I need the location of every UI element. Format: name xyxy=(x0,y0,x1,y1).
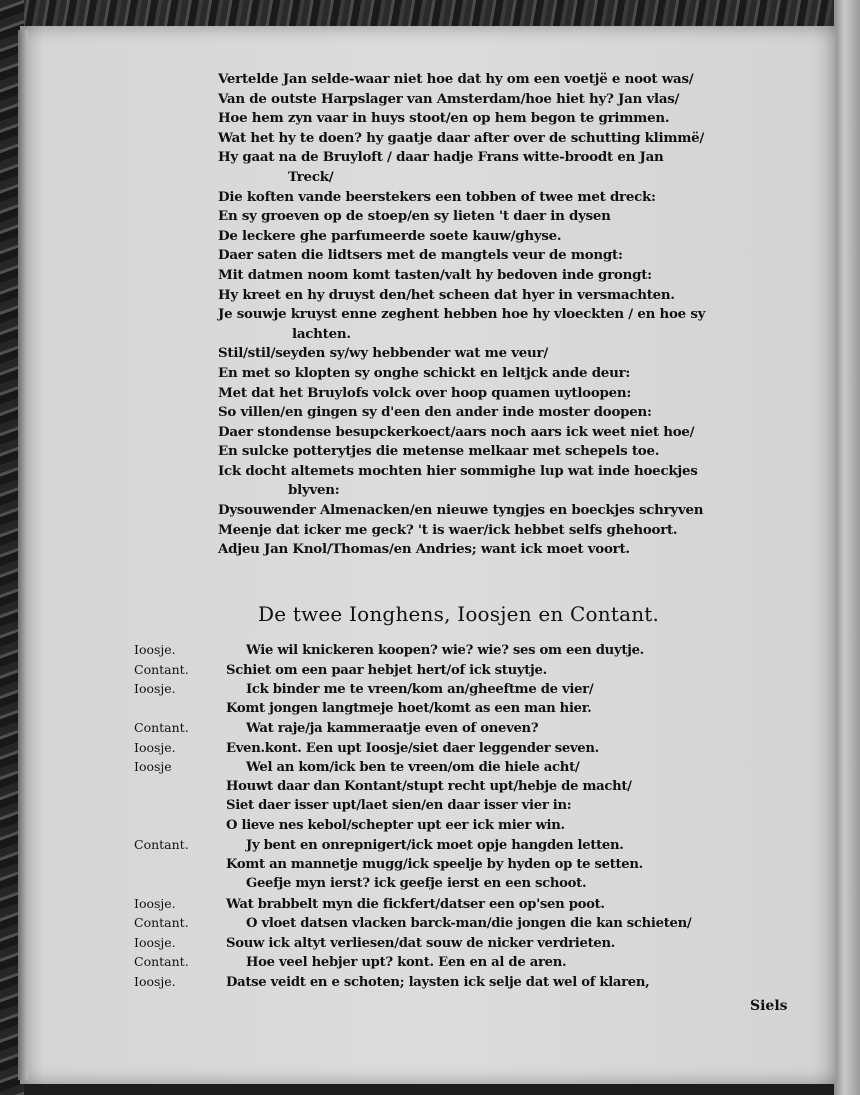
verse-line: Je souwje kruyst enne zeghent hebben hoe hy vloeckten / en hoe sy xyxy=(218,306,706,323)
verse-line-continuation: lachten. xyxy=(292,325,351,342)
speaker-name: Ioosje. xyxy=(134,934,176,950)
section-title: De twee Ionghens, Ioosjen en Contant. xyxy=(258,602,660,626)
dialogue-row xyxy=(134,896,794,916)
page-gutter-shadow xyxy=(18,30,28,1080)
dialogue-line: O vloet datsen vlacken barck-man/die jongen die kan schieten/ xyxy=(246,916,692,931)
dialogue-row xyxy=(134,798,794,818)
dialogue-row xyxy=(134,681,794,701)
verse-line: So villen/en gingen sy d'een den ander inde moster doopen: xyxy=(218,404,652,421)
verse-line: Dysouwender Almenacken/en nieuwe tyngjes en boeckjes schryven xyxy=(218,502,704,519)
facing-page-edge xyxy=(834,0,860,1095)
verse-line: Van de outste Harpslager van Amsterdam/hoe hiet hy? Jan vlas/ xyxy=(218,90,680,107)
verse-line: Ick docht altemets mochten hier sommighe lup wat inde hoeckjes xyxy=(218,462,698,479)
dialogue-line: Komt an mannetje mugg/ick speelje by hyden op te setten. xyxy=(226,856,643,872)
dialogue-line: Houwt daar dan Kontant/stupt recht upt/hebje de macht/ xyxy=(226,778,632,794)
speaker-name: Ioosje. xyxy=(134,973,176,989)
dialogue-line: Hoe veel hebjer upt? kont. Een en al de aren. xyxy=(246,955,567,970)
dialogue-row xyxy=(134,779,794,799)
dialogue-line: O lieve nes kebol/schepter upt eer ick mier win. xyxy=(226,817,565,833)
speaker-name: Ioosje. xyxy=(134,681,176,696)
verse-line: Mit datmen noom komt tasten/valt hy bedoven inde grongt: xyxy=(218,266,652,283)
verse-line: En sulcke potterytjes die metense melkaar met schepels toe. xyxy=(218,443,660,460)
speaker-name: Contant. xyxy=(134,954,189,969)
verse-line: Daer stondense besupckerkoect/aars noch aars ick weet niet hoe/ xyxy=(218,423,695,440)
speaker-name: Contant. xyxy=(134,837,189,852)
dialogue-line: Souw ick altyt verliesen/dat souw de nicker verdrieten. xyxy=(226,935,616,951)
speaker-name: Ioosje. xyxy=(134,642,176,657)
verse-line: Hy gaat na de Bruyloft / daar hadje Frans witte-broodt en Jan xyxy=(218,149,664,166)
verse-line: Hy kreet en hy druyst den/het scheen dat hyer in versmachten. xyxy=(218,286,675,303)
dialogue-line: Even.kont. Een upt Ioosje/siet daer leggender seven. xyxy=(226,740,599,756)
verse-block xyxy=(218,70,803,560)
dialogue-row xyxy=(134,740,794,760)
speaker-name: Contant. xyxy=(134,661,189,677)
verse-line-continuation: Treck/ xyxy=(288,168,334,185)
dialogue-line: Siet daer isser upt/laet sien/en daar isser vier in: xyxy=(226,798,572,813)
verse-line: Wat het hy te doen? hy gaatje daar after over de schutting klimmë/ xyxy=(218,129,705,146)
dialogue-row xyxy=(134,837,794,857)
dialogue-line: Jy bent en onrepnigert/ick moet opje hangden letten. xyxy=(246,838,624,853)
book-page xyxy=(20,26,836,1084)
speaker-name: Contant. xyxy=(134,720,189,735)
dialogue-line: Wel an kom/ick ben te vreen/om die hiele acht/ xyxy=(246,760,580,775)
verse-line: Stil/stil/seyden sy/wy hebbender wat me veur/ xyxy=(218,345,548,362)
dialogue-line: Wat raje/ja kammeraatje even of oneven? xyxy=(246,721,539,736)
dialogue-block xyxy=(134,642,794,993)
dialogue-line: Datse veidt en e schoten; laysten ick selje dat wel of klaren, xyxy=(226,974,650,990)
dialogue-row xyxy=(134,701,794,721)
dialogue-row xyxy=(134,974,794,994)
dialogue-row xyxy=(134,642,794,662)
catchword: Siels xyxy=(750,998,788,1014)
dialogue-line: Wie wil knickeren koopen? wie? wie? ses om een duytje. xyxy=(246,643,644,658)
dialogue-line: Komt jongen langtmeje hoet/komt as een man hier. xyxy=(226,700,592,716)
dialogue-row xyxy=(134,954,794,974)
dialogue-row xyxy=(134,720,794,740)
speaker-name: Ioosje. xyxy=(134,739,176,755)
dialogue-line: Wat brabbelt myn die fickfert/datser een op'sen poot. xyxy=(226,896,605,912)
dialogue-row xyxy=(134,759,794,779)
verse-line: Vertelde Jan selde-waar niet hoe dat hy om een voetjë e noot was/ xyxy=(218,71,694,87)
verse-line: En sy groeven op de stoep/en sy lieten 't daer in dysen xyxy=(218,208,611,225)
speaker-name: Contant. xyxy=(134,915,189,930)
dialogue-line: Ick binder me te vreen/kom an/gheeftme de vier/ xyxy=(246,682,594,697)
dialogue-row xyxy=(134,935,794,955)
verse-line: Adjeu Jan Knol/Thomas/en Andries; want ick moet voort. xyxy=(218,541,630,558)
verse-line: Daer saten die lidtsers met de mangtels veur de mongt: xyxy=(218,247,623,264)
verse-line: Die koften vande beerstekers een tobben of twee met dreck: xyxy=(218,188,656,205)
verse-line: De leckere ghe parfumeerde soete kauw/ghyse. xyxy=(218,227,562,244)
dialogue-row xyxy=(134,915,794,935)
dialogue-row xyxy=(134,818,794,838)
dialogue-row xyxy=(134,876,794,896)
verse-line: Hoe hem zyn vaar in huys stoot/en op hem begon te grimmen. xyxy=(218,110,670,127)
dialogue-line: Geefje myn ierst? ick geefje ierst en een schoot. xyxy=(246,876,587,891)
speaker-name: Ioosje xyxy=(134,759,172,774)
speaker-name: Ioosje. xyxy=(134,895,176,911)
dialogue-row xyxy=(134,857,794,877)
verse-line: Meenje dat icker me geck? 't is waer/ick hebbet selfs ghehoort. xyxy=(218,521,678,538)
verse-line: En met so klopten sy onghe schickt en leltjck ande deur: xyxy=(218,364,631,381)
verse-line: Met dat het Bruylofs volck over hoop quamen uytloopen: xyxy=(218,384,632,401)
verse-line-continuation: blyven: xyxy=(288,482,340,499)
dialogue-row xyxy=(134,662,794,682)
dialogue-line: Schiet om een paar hebjet hert/of ick stuytje. xyxy=(226,662,547,678)
